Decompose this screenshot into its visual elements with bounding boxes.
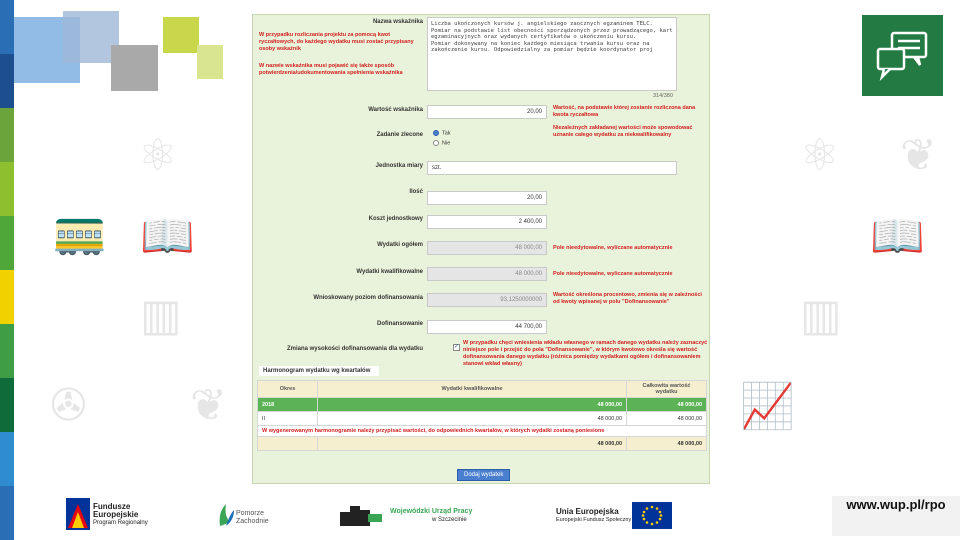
task-note: Niezależnych zakładanej wartości może spowodować uznanie całego wydatku za niekwalifikowalny bbox=[553, 125, 693, 138]
col-period: Okres bbox=[258, 381, 318, 398]
total-label: Wydatki ogółem bbox=[377, 242, 423, 248]
logo1-line2: Europejskie bbox=[93, 510, 139, 519]
change-label: Zmiana wysokości dofinansowania dla wydatku bbox=[286, 346, 423, 352]
counter: 314/380 bbox=[653, 93, 673, 99]
chart-icon: 📈 bbox=[740, 381, 795, 432]
task-no-label: Nie bbox=[442, 140, 451, 147]
leaf-icon: ❦ bbox=[190, 380, 227, 431]
desc-label: Nazwa wskaźnika bbox=[372, 19, 423, 25]
decor-square bbox=[163, 17, 199, 53]
form-screenshot bbox=[252, 14, 710, 484]
year-total-cell: 48 000,00 bbox=[627, 398, 707, 412]
logo3-line2: w Szczecinie bbox=[432, 517, 467, 523]
table-row bbox=[258, 412, 707, 426]
add-expense-button[interactable]: Dodaj wydatek bbox=[457, 469, 510, 481]
logo4-line1: Unia Europejska bbox=[556, 507, 619, 516]
book-icon: 📖 bbox=[140, 211, 195, 262]
decor-square bbox=[197, 45, 223, 79]
logo2-text bbox=[236, 510, 269, 526]
logo2-line1: Pomorze bbox=[236, 510, 265, 517]
description-textarea[interactable]: Liczba ukończonych kursów j. angielskiego zaocznych egzaminem TELC. Pomiar na podstawie list obecności sporządzonych przez prowadzącego, kart egzaminacyjnych oraz wydanych certyfikatów o ukończeniu kursu. Pomiar dokonywany na koniec każdego miesiąca trwania kursu oraz na zakończenie kursu. Odpowiedzialny za pomiar będzie koordynator proj bbox=[427, 17, 677, 91]
sum-eligible-cell: 48 000,00 bbox=[318, 437, 627, 451]
fence-icon: ▥ bbox=[140, 290, 182, 341]
logo1-line3: Program Regionalny bbox=[93, 520, 148, 526]
level-note: Wartość określona procentowo, zmienia się w zależności od kwoty wpisanej w polu "Dofinansowanie" bbox=[553, 292, 702, 305]
task-yes-radio[interactable] bbox=[433, 130, 451, 136]
quarter-eligible-input[interactable]: 48 000,00 bbox=[318, 412, 627, 426]
qty-input[interactable]: 20,00 bbox=[427, 191, 547, 205]
fence-icon: ▥ bbox=[800, 290, 842, 341]
chat-icon bbox=[862, 15, 943, 96]
decor-square bbox=[111, 45, 158, 91]
col-total: Całkowita wartość wydatku bbox=[627, 381, 707, 398]
total-field: 48 000,00 bbox=[427, 241, 547, 255]
schedule-note: W wygenerowanym harmonogramie należy przypisać wartości, do odpowiednich kwartałów, w których wydatki zostaną poniesione bbox=[258, 426, 707, 437]
book-icon: 📖 bbox=[870, 211, 925, 262]
fundusze-europejskie-logo bbox=[66, 498, 90, 530]
col-eligible: Wydatki kwalifikowalne bbox=[318, 381, 627, 398]
cofin-input[interactable]: 44 700,00 bbox=[427, 320, 547, 334]
footer-url[interactable]: www.wup.pl/rpo bbox=[832, 496, 960, 536]
logo1-text bbox=[93, 503, 148, 527]
logo1-line1: Fundusze bbox=[93, 502, 131, 511]
quarter-total-cell: 48 000,00 bbox=[627, 412, 707, 426]
logo2-line2: Zachodnie bbox=[236, 518, 269, 525]
unit-label: Jednostka miary bbox=[375, 163, 423, 169]
cofin-label: Dofinansowanie bbox=[376, 321, 423, 327]
unitcost-label: Koszt jednostkowy bbox=[368, 216, 423, 222]
eu-flag-icon bbox=[632, 502, 672, 529]
qty-label: Ilość bbox=[409, 189, 423, 195]
year-cell: 2018 bbox=[258, 398, 318, 412]
logo4-text bbox=[556, 508, 631, 524]
unit-input[interactable]: szt. bbox=[427, 161, 677, 175]
table-row bbox=[258, 426, 707, 437]
table-sum-row bbox=[258, 437, 707, 451]
wup-logo bbox=[338, 502, 384, 528]
change-checkbox[interactable]: ✓ bbox=[454, 344, 460, 350]
eligible-note: Pole nieedytowalne, wyliczane automatycznie bbox=[553, 271, 673, 277]
value-note: Wartość, na podstawie której zostanie rozliczona dana kwota ryczałtowa bbox=[553, 105, 696, 118]
schedule-title: Harmonogram wydatku wg kwartałów bbox=[259, 366, 379, 376]
logo3-line1: Wojewódzki Urząd Pracy bbox=[390, 508, 473, 515]
logo4-line2: Europejski Fundusz Społeczny bbox=[556, 517, 632, 523]
change-note: W przypadku chęci wniesienia wkładu własnego w ramach danego wydatku należy zaznaczyć niniejsze pole i przejść do pola "Dofinansowanie", w którym kwotowo określa się wartość dofinansowania danego wydatku (różnica pomiędzy wydatkami ogółem i dofinansowaniem stanowi wkład własny) bbox=[463, 340, 708, 367]
left-color-stripe bbox=[0, 0, 14, 540]
level-label: Wnioskowany poziom dofinansowania bbox=[313, 295, 423, 301]
task-yes-label: Tak bbox=[442, 130, 451, 137]
schedule-table bbox=[257, 380, 707, 451]
logo3-text bbox=[390, 508, 472, 524]
eligible-label: Wydatki kwalifikowalne bbox=[356, 269, 423, 275]
leaf-icon: ❦ bbox=[900, 130, 937, 181]
pomorze-zachodnie-logo bbox=[216, 502, 236, 528]
tram-icon: 🚃 bbox=[52, 206, 107, 257]
eligible-field: 48 000,00 bbox=[427, 267, 547, 281]
atom-icon: ⚛ bbox=[138, 130, 178, 181]
value-label: Wartość wskaźnika bbox=[368, 107, 423, 113]
wind-turbine-icon: ✇ bbox=[50, 380, 87, 431]
atom-icon: ⚛ bbox=[800, 130, 840, 181]
unitcost-input[interactable]: 2 400,00 bbox=[427, 215, 547, 229]
quarter-cell: II bbox=[258, 412, 318, 426]
task-label: Zadanie zlecone bbox=[376, 132, 423, 138]
sum-total-cell: 48 000,00 bbox=[627, 437, 707, 451]
level-field: 93,1250000000 bbox=[427, 293, 547, 307]
value-input[interactable]: 20,00 bbox=[427, 105, 547, 119]
year-eligible-cell: 48 000,00 bbox=[318, 398, 627, 412]
table-row bbox=[258, 398, 707, 412]
lump-sum-note: W przypadku rozliczania projektu za pomocą kwot ryczałtowych, do każdego wydatku musi zostać przypisany osoby wskaźnik bbox=[259, 32, 414, 52]
task-no-radio[interactable] bbox=[433, 140, 450, 146]
total-note: Pole nieedytowalne, wyliczane automatycznie bbox=[553, 245, 673, 251]
table-header-row bbox=[258, 381, 707, 398]
lump-sum-note-2: W nazwie wskaźnika musi pojawić się także sposób potwierdzenia/udokumentowania spełnienia wskaźnika bbox=[259, 63, 403, 76]
